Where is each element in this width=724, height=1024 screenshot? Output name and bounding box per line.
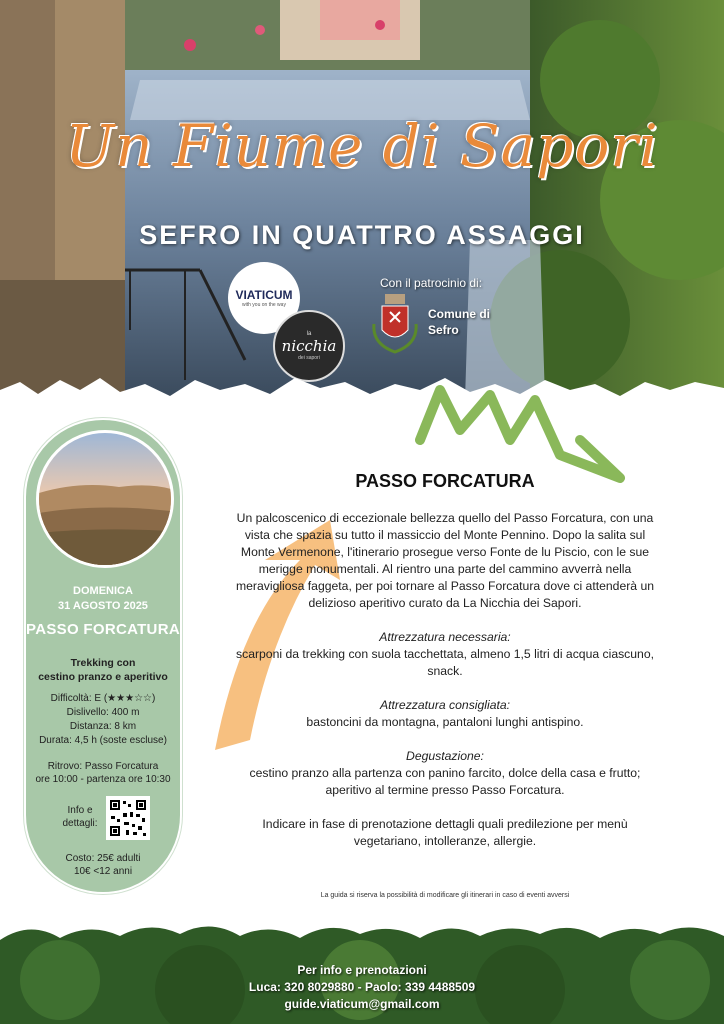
disclaimer: La guida si riserva la possibilità di modificare gli itinerari in caso di eventi avversi [320, 892, 570, 899]
comune-name: Comune di Sefro [428, 307, 490, 337]
viaticum-tagline: with you on the way [242, 302, 286, 308]
contact-phones[interactable]: Luca: 320 8029880 - Paolo: 339 4488509 [248, 980, 476, 994]
elevation-gain: Dislivello: 400 m [66, 707, 140, 718]
price-info [26, 852, 180, 878]
recommended-gear-text: bastoncini da montagna, pantaloni lunghi antispino. [306, 715, 584, 729]
landscape-photo [36, 430, 174, 568]
event-date [26, 584, 180, 614]
required-gear [230, 629, 660, 680]
event-title: Un Fiume di Sapori [65, 112, 659, 180]
qr-code-icon[interactable] [106, 796, 150, 840]
hike-stats [26, 692, 180, 748]
duration: Durata: 4,5 h (soste escluse) [39, 735, 167, 746]
activity-line-2: cestino pranzo e aperitivo [38, 671, 168, 683]
event-activity [26, 656, 180, 684]
difficulty: Difficoltà: E (★★★☆☆) [50, 693, 156, 704]
tasting [230, 748, 660, 799]
event-subtitle: SEFRO IN QUATTRO ASSAGGI [139, 220, 585, 250]
required-gear-label: Attrezzatura necessaria: [379, 630, 511, 644]
contact-info [0, 962, 724, 1013]
activity-line-1: Trekking con [70, 657, 136, 669]
event-summary-card [24, 418, 182, 894]
meeting-line-1: Ritrovo: Passo Forcatura [47, 761, 159, 772]
tasting-label: Degustazione: [406, 749, 484, 763]
meeting-point [26, 760, 180, 786]
intro-paragraph: Un palcoscenico di eccezionale bellezza quello del Passo Forcatura, con una vista che spazia su tutto il massiccio del Monte Pennino. Dopo la salita sul Monte Vermenone, l'itinerario prosegue verso Fonte de lu Piscio, con le sue merigge monumentali. Al rientro una parte del cammino avverrà nella meravigliosa faggeta, per poi tornare al Passo Forcatura dove ci attenderà un delizioso aperitivo curato da La Nicchia dei Sapori. [236, 511, 654, 610]
price-adult: Costo: 25€ adulti [65, 853, 141, 864]
nicchia-name: nicchia [281, 337, 337, 355]
recommended-gear [230, 697, 660, 731]
meeting-line-2: ore 10:00 - partenza ore 10:30 [35, 774, 171, 785]
viaticum-name: VIATICUM [235, 288, 293, 302]
event-place: PASSO FORCATURA [26, 621, 180, 638]
booking-note: Indicare in fase di prenotazione dettagli quali predilezione per menù vegetariano, intolleranze, allergie. [262, 817, 628, 848]
event-day: DOMENICA [73, 585, 133, 597]
nicchia-tagline: dei sapori [298, 355, 320, 361]
contact-heading: Per info e prenotazioni [297, 963, 427, 977]
contact-email[interactable]: guide.viaticum@gmail.com [284, 997, 440, 1011]
distance: Distanza: 8 km [69, 721, 137, 732]
section-title: PASSO FORCATURA [355, 471, 535, 491]
patrocinio-label: Con il patrocinio di: [380, 276, 483, 290]
nicchia-prefix: la [306, 331, 312, 337]
green-arrow-icon [420, 390, 620, 478]
recommended-gear-label: Attrezzatura consigliata: [379, 698, 511, 712]
event-date-value: 31 AGOSTO 2025 [58, 600, 148, 612]
tasting-text: cestino pranzo alla partenza con panino farcito, dolce della casa e frutto; aperitivo al termine presso Passo Forcatura. [249, 766, 641, 797]
description-body [230, 510, 660, 867]
info-label: Info e dettagli: [62, 805, 98, 829]
price-child: 10€ <12 anni [73, 866, 133, 877]
required-gear-text: scarponi da trekking con suola tacchettata, almeno 1,5 litri di acqua ciascuno, snack. [236, 647, 654, 678]
